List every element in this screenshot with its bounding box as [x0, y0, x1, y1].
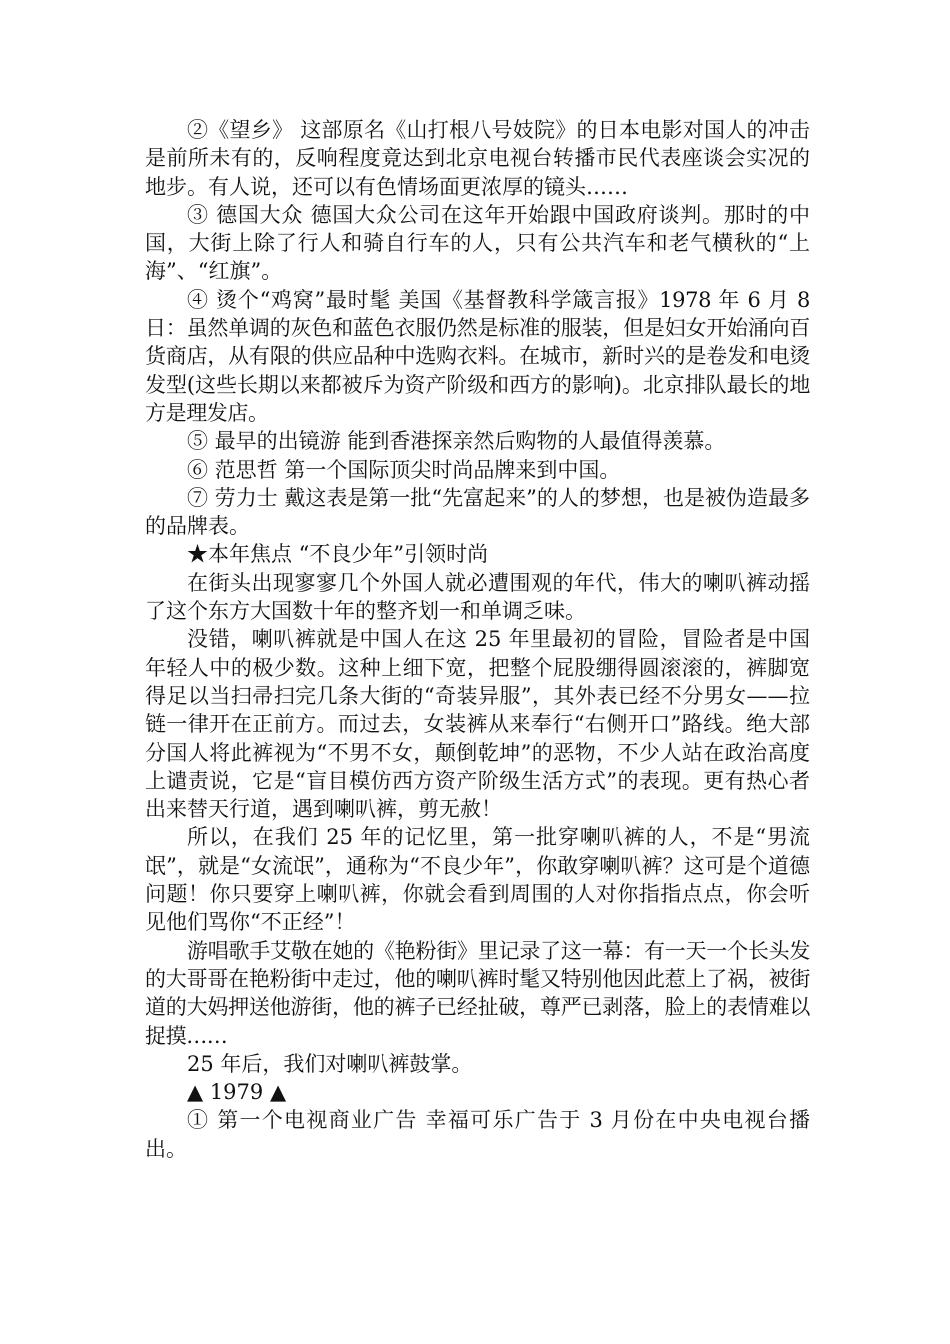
paragraph-applause: 25 年后，我们对喇叭裤鼓掌。	[187, 1051, 473, 1076]
paragraph-wangxiang: ②《望乡》 这部原名《山打根八号妓院》的日本电影对国人的冲击是前所未有的，反响程度竟达到北京电视台转播市民代表座谈会实况的地步。有人说，还可以有色情场面更浓厚的镜头……	[145, 118, 810, 199]
document-body	[145, 116, 810, 1163]
paragraph-volkswagen: ③ 德国大众 德国大众公司在这年开始跟中国政府谈判。那时的中国，大街上除了行人和骑自行车的人，只有公共汽车和老气横秋的“上海”、“红旗”。	[145, 202, 810, 284]
year-heading-1979: ▲ 1979 ▲	[187, 1080, 287, 1105]
paragraph-rolex: ⑦ 劳力士 戴这表是第一批“先富起来”的人的梦想，也是被伪造最多的品牌表。	[145, 485, 810, 539]
paragraph-ai-jing-song: 游唱歌手艾敬在她的《艳粉街》里记录了这一幕：有一天一个长头发的大哥哥在艳粉街中走过，他的喇叭裤时髦又特别他因此惹上了祸，被街道的大妈押送他游街，他的裤子已经扯破，尊严已剥落，脸上的表情难以捉摸……	[145, 938, 810, 1048]
paragraph-bellbottoms-adventure: 没错，喇叭裤就是中国人在这 25 年里最初的冒险，冒险者是中国年轻人中的极少数。这种上细下宽，把整个屁股绷得圆滚滚的，裤脚宽得足以当扫帚扫完几条大街的“奇装异服”，其外表已经不分男女——拉链一律开在正前方。而过去，女装裤从来奉行“右侧开口”路线。绝大部分国人将此裤视为“不男不女，颠倒乾坤”的恶物，不少人站在政治高度上谴责说，它是“盲目模仿西方资产阶级生活方式”的表现。更有热心者出来替天行道，遇到喇叭裤，剪无赦！	[145, 627, 810, 822]
paragraph-perm-hairstyle: ④ 烫个“鸡窝”最时髦 美国《基督教科学箴言报》1978 年 6 月 8 日：虽然单调的灰色和蓝色衣服仍然是标准的服装，但是妇女开始涌向百货商店，从有限的供应品种中选购衣料。在城市，新时兴的是卷发和电烫发型(这些长期以来都被斥为资产阶级和西方的影响)。北京排队最长的地方是理发店。	[145, 287, 810, 425]
paragraph-bellbottoms-intro: 在街头出现寥寥几个外国人就必遭围观的年代，伟大的喇叭裤动摇了这个东方大国数十年的整齐划一和单调乏味。	[145, 570, 810, 624]
paragraph-bad-youth: 所以，在我们 25 年的记忆里，第一批穿喇叭裤的人，不是“男流氓”，就是“女流氓”，通称为“不良少年”，你敢穿喇叭裤？这可是个道德问题！你只要穿上喇叭裤，你就会看到周围的人对你指指点点，你会听见他们骂你“不正经”！	[145, 825, 810, 935]
paragraph-versace: ⑥ 范思哲 第一个国际顶尖时尚品牌来到中国。	[187, 457, 621, 482]
paragraph-outbound-travel: ⑤ 最早的出镜游 能到香港探亲然后购物的人最值得羡慕。	[187, 429, 726, 454]
section-heading-focus: ★本年焦点 “不良少年”引领时尚	[187, 542, 489, 567]
paragraph-first-tv-ad: ① 第一个电视商业广告 幸福可乐广告于 3 月份在中央电视台播出。	[145, 1108, 810, 1161]
